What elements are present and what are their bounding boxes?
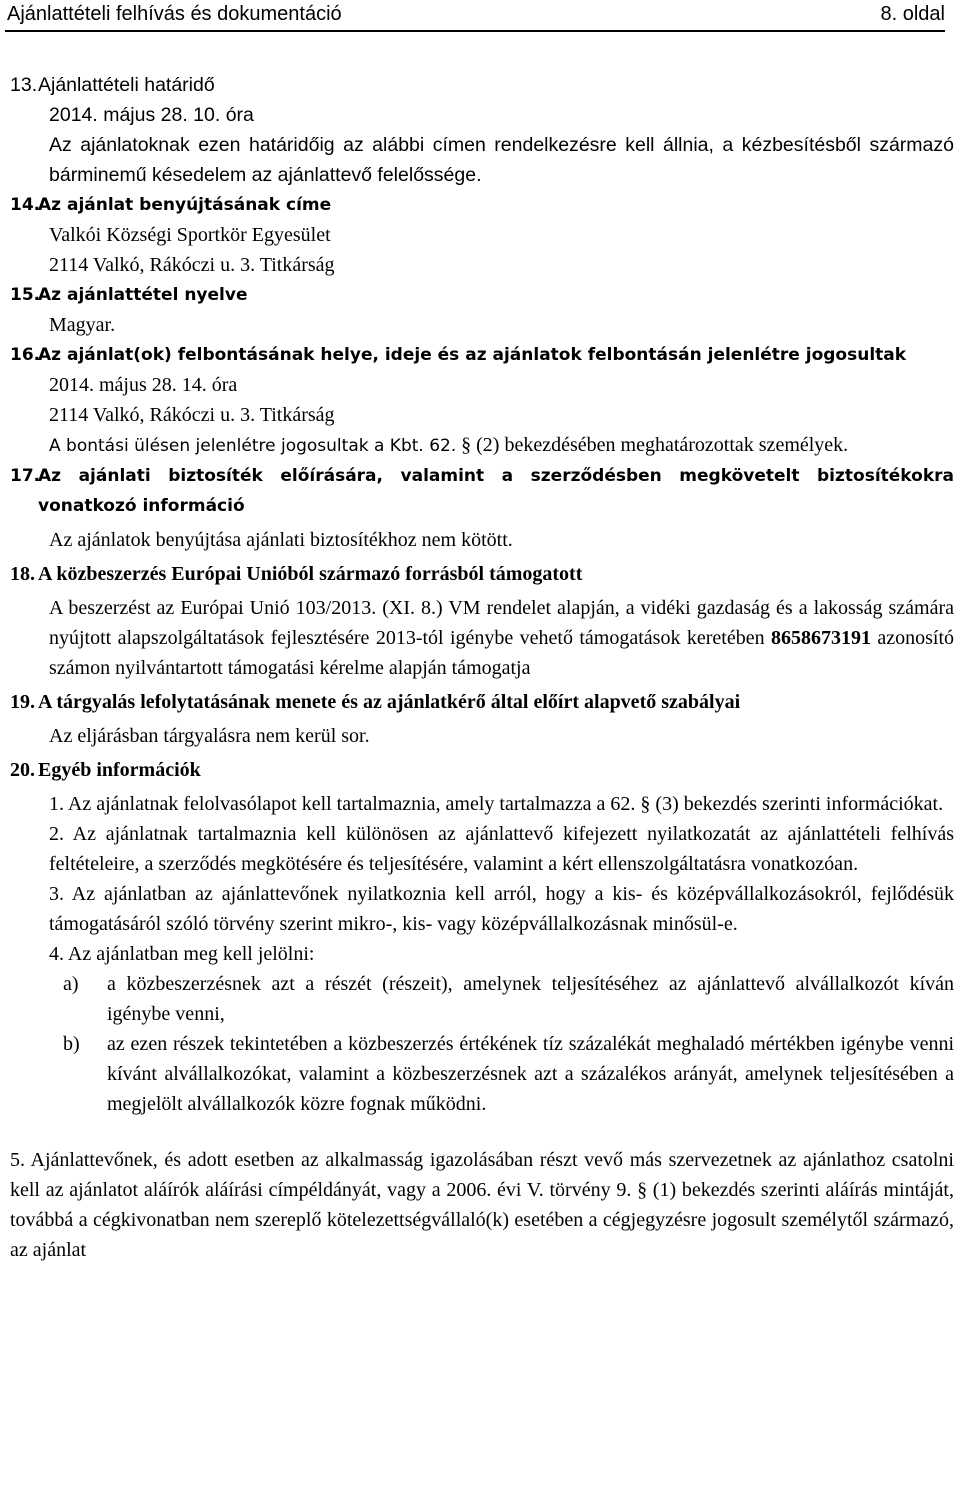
- section-text: Az eljárásban tárgyalásra nem kerül sor.: [49, 725, 370, 747]
- list-item: b) az ezen részek tekintetében a közbeszerzés értékének tíz százalékát meghaladó mértékben igénybe venni kívánt alvállalkozókat, valamint a közbeszerzésnek azt a százalékos arányát, amelynek teljesítésében a megjelölt alvállalkozók közre fognak működni.: [63, 1033, 954, 1115]
- section-text: 2014. május 28. 10. óra: [49, 104, 254, 126]
- section-text: 2114 Valkó, Rákóczi u. 3. Titkárság: [49, 404, 335, 426]
- list-item: a) a közbeszerzésnek azt a részét (részeit), amelynek teljesítéséhez az ajánlattevő alvállalkozót kíván igénybe venni,: [63, 973, 954, 1025]
- section-heading: 19. A tárgyalás lefolytatásának menete és az ajánlatkérő által előírt alapvető szabályai: [10, 691, 741, 713]
- info-item-4-sublist: [10, 969, 954, 1119]
- page-header: [5, 0, 945, 32]
- section-text: A bontási ülésen jelenlétre jogosultak a Kbt. 62. § (2) bekezdésében meghatározottak személyek.: [49, 434, 849, 456]
- section-17: [10, 461, 954, 555]
- section-19: [10, 687, 954, 751]
- info-item-4: 4. Az ajánlatban meg kell jelölni:: [49, 943, 315, 965]
- info-item-5: 5. Ajánlattevőnek, és adott esetben az alkalmasság igazolásában részt vevő más szervezetnek az ajánlathoz csatolni kell az ajánlatot aláírók aláírási címpéldányát, vagy a 2006. évi V. törvény 9. § (1) bekezdés szerinti aláírás mintáját, továbbá a cégkivonatban nem szereplő kötelezettségvállaló(k) esetében a cégjegyzésre jogosult személytől származó, az ajánlat: [10, 1149, 954, 1261]
- section-18: [10, 559, 954, 683]
- section-text: 2014. május 28. 14. óra: [49, 374, 238, 396]
- info-item-2: 2. Az ajánlatnak tartalmaznia kell különösen az ajánlattevő kifejezett nyilatkozatát az ajánlattételi felhívás feltételeire, a szerződés megkötésére és teljesítésére, valamint a kért ellenszolgáltatásra vonatkozóan.: [49, 823, 954, 875]
- document-title: Ajánlattételi felhívás és dokumentáció: [7, 3, 342, 25]
- section-text: A beszerzést az Európai Unió 103/2013. (XI. 8.) VM rendelet alapján, a vidéki gazdaság és a lakosság számára nyújtott alapszolgáltatások fejlesztésére 2013-tól igénybe vehető támogatások keretében 8658673191 azonosító számon nyilvántartott támogatási kérelme alapján támogatja: [49, 597, 955, 679]
- section-heading: 18. A közbeszerzés Európai Unióból származó forrásból támogatott: [10, 563, 583, 585]
- section-heading: 15.Az ajánlattétel nyelve: [10, 285, 248, 305]
- section-heading: 16.Az ajánlat(ok) felbontásának helye, ideje és az ajánlatok felbontásán jelenlétre jogosultak: [10, 345, 907, 365]
- section-text: 2114 Valkó, Rákóczi u. 3. Titkárság: [49, 254, 335, 276]
- section-heading: 14.Az ajánlat benyújtásának címe: [10, 195, 332, 215]
- section-text: Az ajánlatok benyújtása ajánlati biztosítékhoz nem kötött.: [49, 529, 513, 551]
- section-heading: 20. Egyéb információk: [10, 759, 201, 781]
- info-item-3: 3. Az ajánlatban az ajánlattevőnek nyilatkoznia kell arról, hogy a kis- és középvállalkozásokról, fejlődésük támogatásáról szóló törvény szerint mikro-, kis- vagy középvállalkozásnak minősül-e.: [49, 883, 954, 935]
- info-item-1: 1. Az ajánlatnak felolvasólapot kell tartalmaznia, amely tartalmazza a 62. § (3) bekezdés szerinti információkat.: [49, 793, 944, 815]
- application-id: 8658673191: [770, 627, 871, 649]
- page-number: 8. oldal: [880, 3, 945, 25]
- section-heading: 17.Az ajánlati biztosíték előírására, valamint a szerződésben megkövetelt biztosítékokra vonatkozó információ: [10, 466, 954, 516]
- section-text: Valkói Községi Sportkör Egyesület: [49, 224, 331, 246]
- section-text: Magyar.: [49, 314, 116, 336]
- section-20: [10, 755, 954, 1265]
- section-heading: 13.Ajánlattételi határidő: [10, 74, 215, 96]
- document-body: [10, 70, 954, 1265]
- section-13: [10, 70, 954, 190]
- section-text: Az ajánlatoknak ezen határidőig az alábbi címen rendelkezésre kell állnia, a kézbesítésből származó bárminemű késedelem az ajánlattevő felelőssége.: [49, 134, 954, 186]
- section-15: [10, 280, 954, 340]
- section-14: [10, 190, 954, 280]
- section-16: [10, 340, 954, 461]
